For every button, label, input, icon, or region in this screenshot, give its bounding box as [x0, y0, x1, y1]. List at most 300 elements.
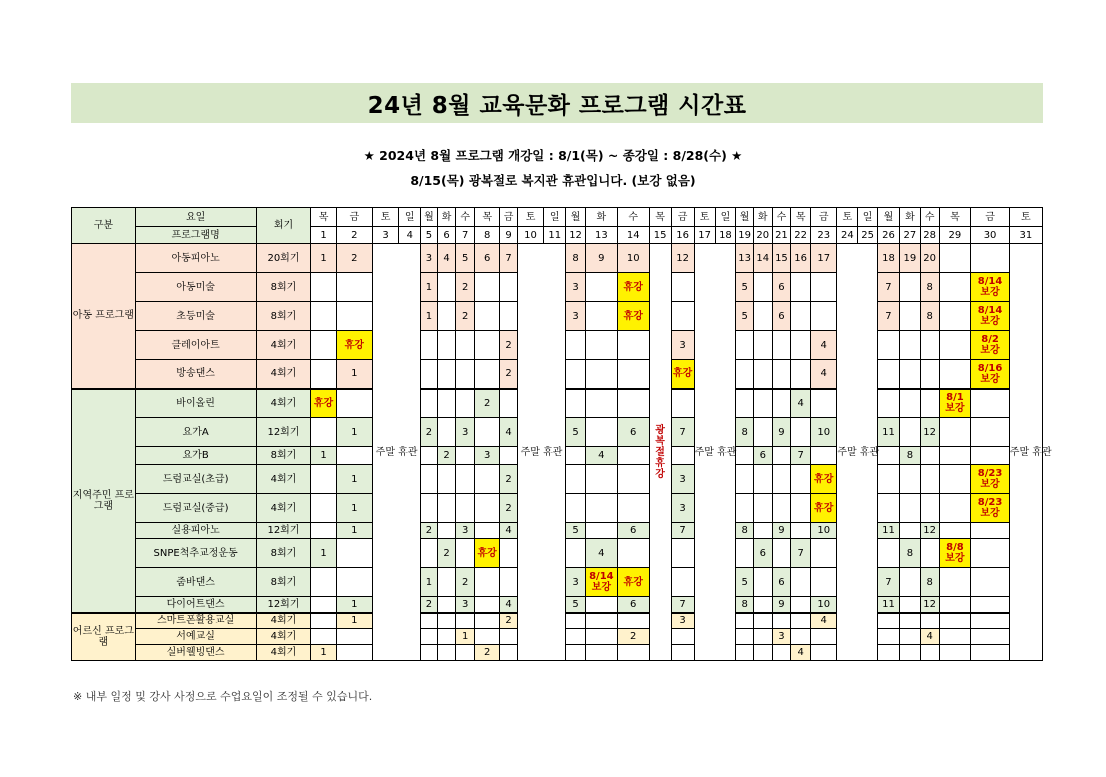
schedule-cell: 휴강 [617, 568, 649, 597]
schedule-cell: 4 [500, 523, 518, 539]
schedule-cell: 6 [617, 597, 649, 613]
schedule-cell: 2 [500, 613, 518, 629]
day-number: 8 [475, 227, 500, 244]
schedule-cell [585, 418, 617, 447]
day-number: 25 [858, 227, 878, 244]
schedule-cell [311, 302, 336, 331]
schedule-cell [736, 613, 754, 629]
schedule-cell [475, 613, 500, 629]
schedule-cell [421, 645, 437, 661]
schedule-cell [791, 465, 811, 494]
schedule-cell [971, 539, 1009, 568]
schedule-cell [753, 568, 772, 597]
schedule-cell [311, 273, 336, 302]
weekday-header: 목 [475, 208, 500, 227]
schedule-cell: 6 [753, 447, 772, 465]
schedule-cell: 1 [336, 494, 372, 523]
schedule-cell [336, 447, 372, 465]
schedule-cell: 2 [500, 494, 518, 523]
schedule-cell [772, 465, 791, 494]
program-sessions: 4회기 [256, 389, 311, 418]
schedule-cell [336, 645, 372, 661]
program-name: 아동미술 [135, 273, 256, 302]
schedule-cell [475, 494, 500, 523]
schedule-cell [475, 568, 500, 597]
day-number: 30 [971, 227, 1009, 244]
schedule-cell: 8/14 보강 [585, 568, 617, 597]
program-sessions: 12회기 [256, 523, 311, 539]
day-number: 26 [878, 227, 900, 244]
weekend-closed: 주말 휴관 [517, 244, 565, 661]
day-number: 5 [421, 227, 437, 244]
schedule-cell: 16 [791, 244, 811, 273]
schedule-cell [791, 613, 811, 629]
schedule-cell: 4 [791, 645, 811, 661]
schedule-cell: 휴강 [811, 494, 837, 523]
schedule-cell: 9 [772, 418, 791, 447]
schedule-cell: 2 [500, 360, 518, 389]
schedule-cell [772, 389, 791, 418]
schedule-cell [791, 597, 811, 613]
schedule-cell [311, 568, 336, 597]
schedule-cell: 18 [878, 244, 900, 273]
schedule-cell [939, 597, 971, 613]
schedule-table [71, 207, 1052, 661]
program-sessions: 8회기 [256, 447, 311, 465]
schedule-cell: 휴강 [311, 389, 336, 418]
schedule-cell: 13 [736, 244, 754, 273]
category-cell: 어르신 프로그램 [72, 613, 136, 661]
schedule-cell: 1 [421, 302, 437, 331]
schedule-cell [971, 389, 1009, 418]
schedule-cell: 6 [772, 568, 791, 597]
schedule-cell [753, 331, 772, 360]
schedule-cell [585, 494, 617, 523]
schedule-cell [437, 494, 456, 523]
schedule-cell [811, 389, 837, 418]
program-sessions: 20회기 [256, 244, 311, 273]
schedule-cell: 4 [811, 613, 837, 629]
schedule-cell [736, 331, 754, 360]
schedule-cell [617, 494, 649, 523]
schedule-cell: 휴강 [617, 302, 649, 331]
weekday-header: 화 [437, 208, 456, 227]
schedule-cell [456, 613, 475, 629]
weekday-header: 월 [566, 208, 586, 227]
weekday-header: 수 [772, 208, 791, 227]
schedule-cell [437, 597, 456, 613]
schedule-cell [566, 360, 586, 389]
schedule-cell: 4 [920, 629, 939, 645]
day-number: 7 [456, 227, 475, 244]
schedule-cell: 6 [617, 418, 649, 447]
schedule-cell: 8/1 보강 [939, 389, 971, 418]
program-name: 실용피아노 [135, 523, 256, 539]
day-number: 20 [753, 227, 772, 244]
schedule-cell: 2 [456, 568, 475, 597]
schedule-cell: 6 [772, 273, 791, 302]
schedule-cell [566, 447, 586, 465]
schedule-cell [899, 465, 920, 494]
header-hoegi: 회기 [256, 208, 311, 244]
schedule-cell [939, 360, 971, 389]
schedule-cell: 5 [566, 597, 586, 613]
schedule-cell: 8 [736, 597, 754, 613]
schedule-cell: 5 [736, 568, 754, 597]
program-name: 방송댄스 [135, 360, 256, 389]
day-number: 23 [811, 227, 837, 244]
schedule-cell: 10 [811, 523, 837, 539]
schedule-cell [971, 629, 1009, 645]
schedule-cell [772, 447, 791, 465]
schedule-cell [971, 597, 1009, 613]
schedule-cell [939, 302, 971, 331]
day-number: 6 [437, 227, 456, 244]
program-sessions: 12회기 [256, 418, 311, 447]
schedule-cell [566, 494, 586, 523]
schedule-cell [736, 539, 754, 568]
schedule-cell: 8 [920, 302, 939, 331]
schedule-cell [899, 273, 920, 302]
schedule-cell [671, 273, 694, 302]
schedule-cell: 10 [811, 418, 837, 447]
schedule-cell: 8 [899, 539, 920, 568]
schedule-cell [500, 302, 518, 331]
schedule-cell: 3 [772, 629, 791, 645]
schedule-cell [311, 465, 336, 494]
weekday-header: 금 [971, 208, 1009, 227]
program-sessions: 8회기 [256, 302, 311, 331]
holiday-closed: 광 복 절 휴 강 [649, 244, 671, 661]
schedule-cell [500, 273, 518, 302]
schedule-cell: 2 [617, 629, 649, 645]
schedule-cell [437, 568, 456, 597]
category-cell: 지역주민 프로그램 [72, 389, 136, 613]
schedule-cell [456, 465, 475, 494]
day-number: 1 [311, 227, 336, 244]
program-sessions: 4회기 [256, 331, 311, 360]
schedule-cell [475, 360, 500, 389]
schedule-cell [617, 331, 649, 360]
schedule-cell [585, 273, 617, 302]
weekday-header: 수 [617, 208, 649, 227]
program-name: 드럼교실(초급) [135, 465, 256, 494]
schedule-cell [791, 302, 811, 331]
schedule-cell [878, 447, 900, 465]
schedule-cell: 2 [456, 302, 475, 331]
schedule-cell: 7 [791, 447, 811, 465]
schedule-cell [585, 465, 617, 494]
header-row-days [72, 227, 1043, 244]
day-number: 17 [694, 227, 715, 244]
schedule-cell [585, 331, 617, 360]
schedule-cell [811, 539, 837, 568]
program-name: 스마트폰활용교실 [135, 613, 256, 629]
weekday-header: 금 [500, 208, 518, 227]
schedule-cell [878, 331, 900, 360]
schedule-cell [500, 447, 518, 465]
schedule-cell [878, 613, 900, 629]
schedule-cell [772, 645, 791, 661]
schedule-cell [437, 273, 456, 302]
schedule-cell [475, 629, 500, 645]
schedule-cell: 7 [671, 418, 694, 447]
schedule-cell [920, 645, 939, 661]
schedule-cell [939, 494, 971, 523]
schedule-cell [437, 360, 456, 389]
schedule-cell [811, 629, 837, 645]
schedule-cell: 4 [811, 360, 837, 389]
schedule-cell [671, 389, 694, 418]
schedule-cell [617, 613, 649, 629]
schedule-cell [421, 331, 437, 360]
schedule-cell [500, 568, 518, 597]
schedule-cell [899, 418, 920, 447]
schedule-cell [971, 645, 1009, 661]
schedule-cell: 8 [899, 447, 920, 465]
weekday-header: 수 [920, 208, 939, 227]
schedule-cell [585, 523, 617, 539]
program-name: 다이어트댄스 [135, 597, 256, 613]
schedule-cell [920, 539, 939, 568]
schedule-cell [753, 360, 772, 389]
schedule-cell: 19 [899, 244, 920, 273]
schedule-cell: 4 [585, 447, 617, 465]
schedule-cell [421, 389, 437, 418]
schedule-cell: 1 [311, 244, 336, 273]
schedule-cell [736, 494, 754, 523]
schedule-cell [899, 568, 920, 597]
schedule-cell [939, 465, 971, 494]
header-program-name: 프로그램명 [135, 227, 256, 244]
weekend-closed: 주말 휴관 [837, 244, 878, 661]
weekday-header: 목 [939, 208, 971, 227]
schedule-cell [456, 389, 475, 418]
schedule-cell [791, 418, 811, 447]
schedule-cell [566, 331, 586, 360]
schedule-cell: 1 [336, 597, 372, 613]
program-name: SNPE척추교정운동 [135, 539, 256, 568]
day-number: 29 [939, 227, 971, 244]
schedule-cell: 20 [920, 244, 939, 273]
weekday-header: 화 [899, 208, 920, 227]
weekday-header: 토 [694, 208, 715, 227]
schedule-cell [899, 494, 920, 523]
schedule-cell: 1 [336, 465, 372, 494]
schedule-cell: 1 [336, 613, 372, 629]
schedule-cell [475, 331, 500, 360]
schedule-cell: 10 [811, 597, 837, 613]
schedule-cell: 3 [475, 447, 500, 465]
schedule-cell: 2 [336, 244, 372, 273]
schedule-cell [791, 568, 811, 597]
schedule-cell: 7 [671, 597, 694, 613]
schedule-cell: 5 [566, 418, 586, 447]
schedule-cell: 휴강 [617, 273, 649, 302]
schedule-cell [899, 389, 920, 418]
schedule-cell [475, 273, 500, 302]
schedule-cell [671, 568, 694, 597]
schedule-cell: 6 [772, 302, 791, 331]
schedule-cell [617, 447, 649, 465]
schedule-cell: 8 [736, 523, 754, 539]
weekday-header: 토 [1009, 208, 1042, 227]
schedule-cell: 3 [566, 302, 586, 331]
schedule-cell: 3 [456, 418, 475, 447]
schedule-cell [671, 302, 694, 331]
schedule-cell [421, 447, 437, 465]
schedule-cell: 1 [311, 645, 336, 661]
schedule-cell [899, 613, 920, 629]
schedule-cell: 11 [878, 523, 900, 539]
weekend-closed: 주말 휴관 [372, 244, 420, 661]
schedule-cell [939, 447, 971, 465]
schedule-cell [899, 629, 920, 645]
schedule-cell [753, 389, 772, 418]
schedule-cell [753, 418, 772, 447]
schedule-cell [811, 273, 837, 302]
schedule-cell [421, 539, 437, 568]
weekday-header: 목 [649, 208, 671, 227]
program-sessions: 12회기 [256, 597, 311, 613]
schedule-cell [336, 273, 372, 302]
schedule-cell [311, 523, 336, 539]
schedule-cell [791, 494, 811, 523]
schedule-cell [437, 613, 456, 629]
schedule-cell: 4 [437, 244, 456, 273]
schedule-cell: 5 [736, 302, 754, 331]
weekday-header: 월 [736, 208, 754, 227]
schedule-cell [939, 331, 971, 360]
schedule-cell: 휴강 [475, 539, 500, 568]
schedule-cell [421, 629, 437, 645]
schedule-cell: 7 [878, 273, 900, 302]
schedule-cell [939, 523, 971, 539]
schedule-cell: 14 [753, 244, 772, 273]
schedule-cell [336, 389, 372, 418]
schedule-cell [617, 539, 649, 568]
schedule-cell [899, 597, 920, 613]
schedule-cell [500, 629, 518, 645]
schedule-cell: 7 [500, 244, 518, 273]
weekday-header: 수 [456, 208, 475, 227]
program-row [72, 244, 1043, 273]
schedule-cell [437, 523, 456, 539]
weekday-header: 금 [671, 208, 694, 227]
schedule-cell [753, 302, 772, 331]
schedule-cell [736, 645, 754, 661]
schedule-cell [753, 523, 772, 539]
schedule-cell: 12 [920, 418, 939, 447]
schedule-cell [878, 629, 900, 645]
weekday-header: 일 [715, 208, 736, 227]
schedule-cell [617, 465, 649, 494]
schedule-cell [500, 645, 518, 661]
schedule-cell [753, 613, 772, 629]
schedule-cell: 7 [878, 568, 900, 597]
schedule-cell [920, 465, 939, 494]
schedule-cell [585, 597, 617, 613]
weekday-header: 월 [878, 208, 900, 227]
schedule-cell [336, 302, 372, 331]
schedule-cell [878, 539, 900, 568]
program-name: 줌바댄스 [135, 568, 256, 597]
schedule-cell [920, 613, 939, 629]
schedule-cell [475, 597, 500, 613]
schedule-cell: 1 [336, 523, 372, 539]
schedule-cell [566, 629, 586, 645]
schedule-cell [920, 389, 939, 418]
weekday-header: 일 [399, 208, 421, 227]
schedule-cell [899, 331, 920, 360]
day-number: 19 [736, 227, 754, 244]
schedule-cell [753, 465, 772, 494]
footnote: ※ 내부 일정 및 강사 사정으로 수업요일이 조정될 수 있습니다. [73, 690, 373, 703]
schedule-cell [939, 613, 971, 629]
schedule-cell: 12 [920, 523, 939, 539]
schedule-cell: 4 [585, 539, 617, 568]
schedule-cell: 3 [456, 523, 475, 539]
schedule-cell: 3 [421, 244, 437, 273]
schedule-cell [456, 539, 475, 568]
schedule-cell [791, 523, 811, 539]
schedule-cell: 3 [566, 568, 586, 597]
schedule-cell [736, 447, 754, 465]
schedule-cell [311, 597, 336, 613]
schedule-cell [311, 494, 336, 523]
schedule-cell: 10 [617, 244, 649, 273]
schedule-cell [772, 613, 791, 629]
schedule-cell: 2 [456, 273, 475, 302]
schedule-cell: 8/8 보강 [939, 539, 971, 568]
day-number: 18 [715, 227, 736, 244]
schedule-cell [878, 360, 900, 389]
day-number: 13 [585, 227, 617, 244]
schedule-cell [311, 629, 336, 645]
schedule-cell: 1 [336, 360, 372, 389]
schedule-cell [421, 465, 437, 494]
schedule-cell [899, 523, 920, 539]
schedule-cell: 6 [475, 244, 500, 273]
schedule-cell: 1 [421, 568, 437, 597]
schedule-cell [772, 494, 791, 523]
schedule-cell: 8 [920, 568, 939, 597]
schedule-cell: 8 [920, 273, 939, 302]
schedule-cell: 휴강 [336, 331, 372, 360]
schedule-cell [736, 465, 754, 494]
schedule-cell [566, 539, 586, 568]
weekday-header: 토 [837, 208, 858, 227]
schedule-cell [920, 360, 939, 389]
opening-notice: ★ 2024년 8월 프로그램 개강일 : 8/1(목) ~ 종강일 : 8/28(수) ★ [363, 148, 743, 163]
day-number: 28 [920, 227, 939, 244]
schedule-cell [500, 389, 518, 418]
program-name: 바이올린 [135, 389, 256, 418]
schedule-cell: 5 [566, 523, 586, 539]
schedule-cell [311, 360, 336, 389]
weekday-header: 목 [311, 208, 336, 227]
schedule-cell [971, 418, 1009, 447]
schedule-cell [585, 645, 617, 661]
weekday-header: 화 [585, 208, 617, 227]
schedule-cell [920, 447, 939, 465]
schedule-cell [421, 494, 437, 523]
schedule-cell [617, 360, 649, 389]
schedule-cell: 2 [437, 539, 456, 568]
schedule-cell: 3 [671, 494, 694, 523]
schedule-cell [456, 360, 475, 389]
day-number: 14 [617, 227, 649, 244]
